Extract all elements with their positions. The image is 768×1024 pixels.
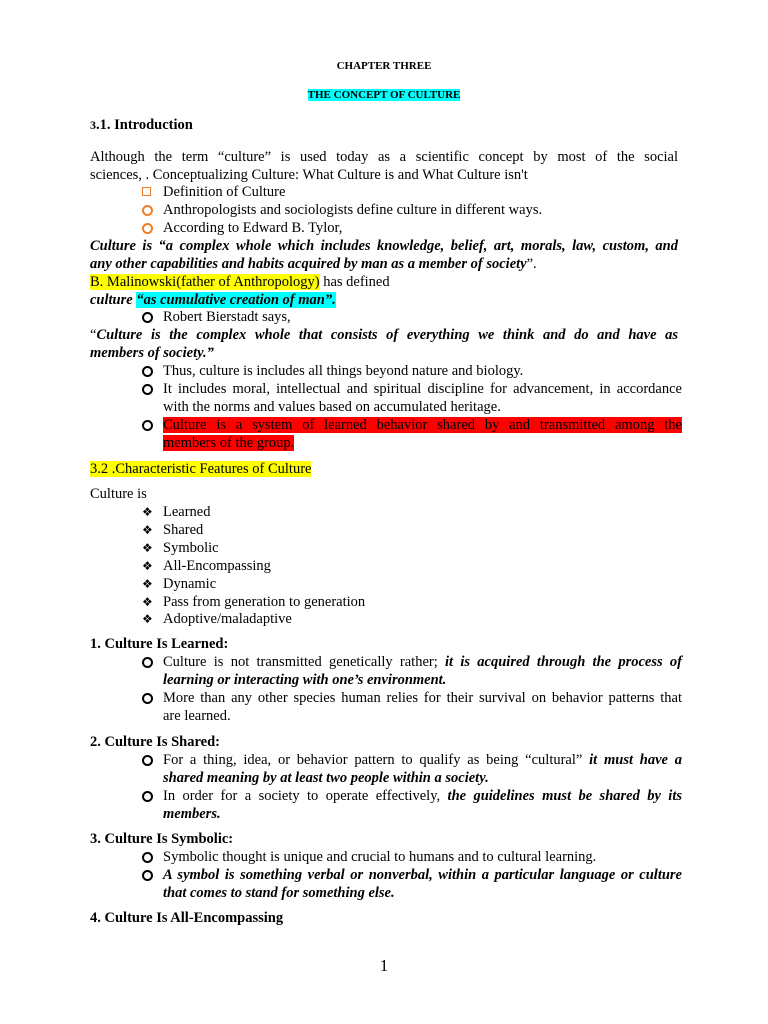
diamond-bullet-icon: ❖ xyxy=(142,595,153,609)
chapter-label: CHAPTER THREE xyxy=(336,60,432,72)
heading-learned: 1. Culture Is Learned: xyxy=(90,636,229,652)
circle-bullet-icon xyxy=(142,751,160,771)
circle-bullet-icon xyxy=(142,362,160,382)
circle-bullet-icon xyxy=(142,689,160,709)
heading-encompassing: 4. Culture Is All-Encompassing xyxy=(90,910,284,926)
diamond-bullet-icon: ❖ xyxy=(142,523,153,537)
intro-paragraph-line2: sciences, . Conceptualizing Culture: What Culture is and What Culture isn't xyxy=(90,167,528,183)
circle-bullet-icon xyxy=(142,380,160,400)
bierstadt-quote-line2: members of society.” xyxy=(90,345,214,361)
section-heading-characteristics: 3.2 .Characteristic Features of Culture xyxy=(90,461,312,477)
intro-paragraph-line1: Although the term “culture” is used today as a scientific concept by most of the social xyxy=(90,149,678,165)
document-page: CHAPTER THREE THE CONCEPT OF CULTURE 3.1. Introduction Although the term “culture” is used today as a scientific concept by most of the social sciences, . Conceptualizing Culture: What Culture is and What Culture isn't Definition of Culture Anthropologists and sociologists define culture in different ways. According to Edward B. Tylor, Culture is “a complex whole which includes knowledge, belief, art, morals, law, custom, and any other capabilities and habits acquired by man as a member of society”. B. Malinowski(father of Anthropology) has defined culture “as cumulative creation of man”. Robert Bierstadt says, “Culture is the complex whole that consists of everything we think and do and have as members of society.” Thus, culture is includes all things beyond nature and biology. It includes moral, intellectual and spiritual discipline for advancement, in accordance with the norms and values based on accumulated heritage. Culture is a system of learned behavior shared by and transmitted among the members of the group. 3.2 .Characteristic Features of Culture Culture is ❖ Learned ❖ Shared ❖ Symbolic ❖ All-Encompassing ❖ Dynamic ❖ Pass from generation to generation ❖ Adoptive/maladaptive 1. Culture Is Learned: Culture is not transmitted genetically rather; it is acquired through the process of learning or interacting with one’s environment. More than any other species human relies for their survival on behavior patterns that are learned. 2. Culture Is Shared: For a thing, idea, or behavior pattern to qualify as being “cultural” it must have a shared meaning by at least two people within a society. In order for a society to operate effectively, the guidelines must be shared by its members. 3. Culture Is Symbolic: Symbolic thought is unique and crucial to humans and to cultural learning. A symbol is something verbal or nonverbal, within a particular language or culture that comes to stand for something else. 4. Culture Is All-Encompassing 1 xyxy=(0,0,768,1024)
diamond-bullet-icon: ❖ xyxy=(142,541,153,555)
square-bullet-icon xyxy=(142,183,160,201)
tylor-quote-line2: any other capabilities and habits acquired by man as a member of society”. xyxy=(90,256,537,272)
heading-num: 3 xyxy=(90,118,96,132)
bierstadt-quote-line1: “Culture is the complex whole that consists of everything we think and do and have as xyxy=(90,327,678,343)
section-heading-intro xyxy=(90,116,678,134)
diamond-bullet-icon: ❖ xyxy=(142,612,153,626)
circle-bullet-icon xyxy=(142,787,160,807)
malinowski-highlight: B. Malinowski(father of Anthropology) xyxy=(90,274,320,290)
circle-bullet-icon xyxy=(142,653,160,673)
diamond-bullet-icon: ❖ xyxy=(142,505,153,519)
diamond-bullet-icon: ❖ xyxy=(142,577,153,591)
tylor-quote-line1: Culture is “a complex whole which includes knowledge, belief, art, morals, law, custom, and xyxy=(90,238,678,254)
red-highlight: members of the group. xyxy=(163,435,295,451)
heading-shared: 2. Culture Is Shared: xyxy=(90,734,220,750)
red-highlight: Culture is a system of learned behavior shared by and transmitted among the xyxy=(163,417,682,433)
characteristics-lead: Culture is xyxy=(90,486,147,502)
circle-bullet-icon xyxy=(142,848,160,868)
circle-bullet-icon xyxy=(142,219,160,239)
cumulative-highlight: “as cumulative creation of man”. xyxy=(136,292,336,308)
diamond-bullet-icon: ❖ xyxy=(142,559,153,573)
circle-bullet-icon xyxy=(142,201,160,221)
heading-symbolic: 3. Culture Is Symbolic: xyxy=(90,831,234,847)
circle-bullet-icon xyxy=(142,866,160,886)
chapter-title-text: THE CONCEPT OF CULTURE xyxy=(307,89,461,101)
page-number: 1 xyxy=(379,956,389,975)
cumulative-line: culture “as cumulative creation of man”. xyxy=(90,292,336,308)
chapter-title xyxy=(0,86,768,104)
circle-bullet-icon xyxy=(142,416,160,436)
malinowski-line: B. Malinowski(father of Anthropology) has defined xyxy=(90,274,390,290)
heading-rest: .1. Introduction xyxy=(96,117,193,133)
circle-bullet-icon xyxy=(142,308,160,328)
